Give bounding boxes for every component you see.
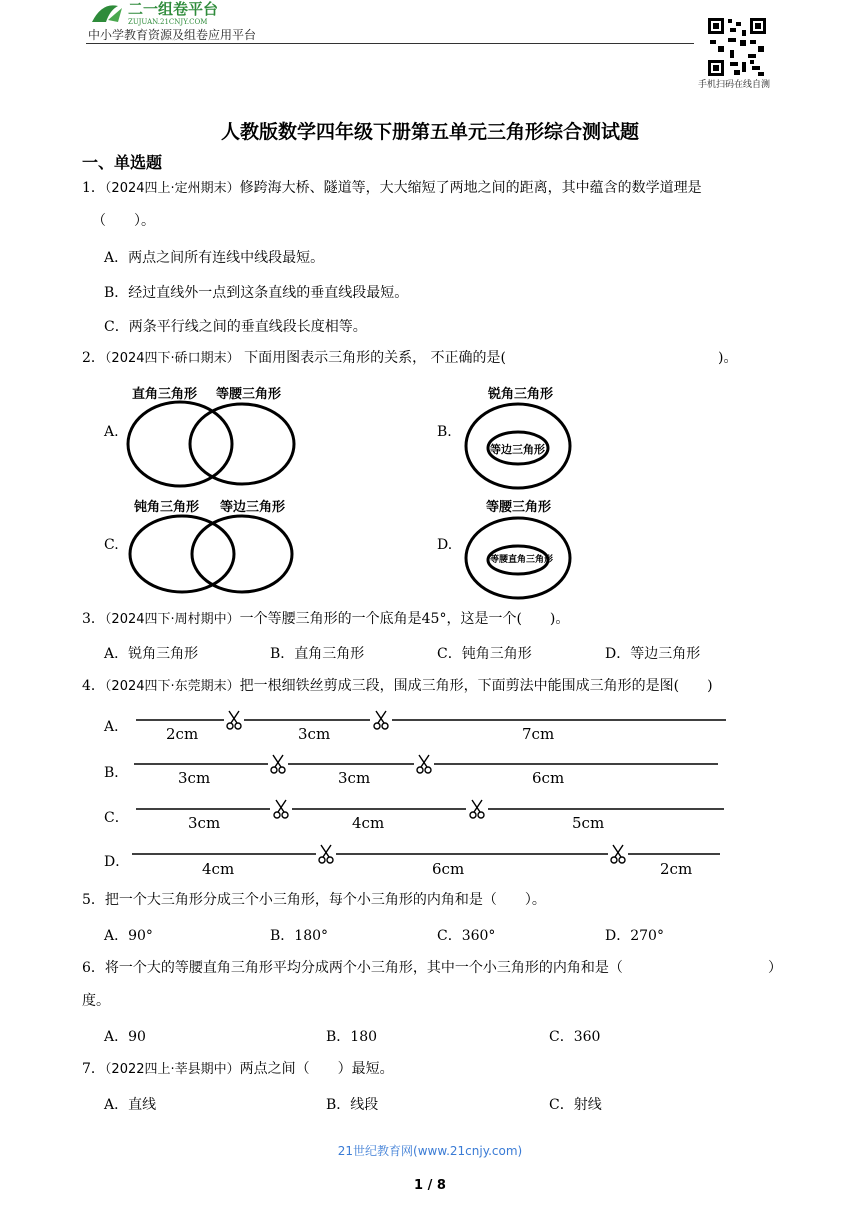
wire-diagram-b[interactable] [130, 750, 730, 790]
question-6-cont: 度。 [82, 993, 110, 1009]
q6-option-b[interactable]: B．180 [326, 1029, 378, 1045]
scissors-icon [271, 755, 285, 773]
qr-caption: 手机扫码在线自测 [698, 80, 771, 90]
question-2-end: )。 [718, 350, 738, 366]
segment-label: 3cm [178, 769, 211, 787]
q1-option-a[interactable]: A．两点之间所有连线中线段最短。 [104, 250, 325, 266]
q6-option-c[interactable]: C．360 [549, 1029, 601, 1045]
venn-a-label-left: 直角三角形 [132, 387, 198, 402]
question-number: 5． [82, 892, 105, 908]
question-source: （2022四上·莘县期中） [104, 1062, 240, 1077]
question-text: 将一个大的等腰直角三角形平均分成两个小三角形，其中一个小三角形的内角和是（ [104, 960, 623, 976]
section-heading: 一、单选题 [82, 153, 163, 172]
question-number: 2． [82, 350, 105, 366]
venn-diagram-c[interactable] [124, 512, 300, 596]
q4-option-b-letter[interactable]: B． [104, 765, 129, 781]
q3-option-a[interactable]: A．锐角三角形 [104, 646, 199, 662]
q2-option-b-letter[interactable]: B. [437, 424, 452, 440]
platform-logo [88, 0, 278, 26]
scissors-icon [417, 755, 431, 773]
header-subtitle: 中小学教育资源及组卷应用平台 [88, 28, 257, 42]
venn-d-label-outer: 等腰三角形 [486, 500, 552, 515]
venn-diagram-a[interactable] [124, 398, 304, 490]
question-6-end: ） [768, 960, 782, 976]
question-text: 一个等腰三角形的一个底角是45°，这是一个( )。 [239, 611, 570, 627]
question-4 [82, 677, 713, 696]
segment-label: 7cm [522, 725, 555, 743]
question-1-cont: （ ）。 [92, 213, 155, 229]
q3-option-b[interactable]: B．直角三角形 [270, 646, 365, 662]
q6-option-a[interactable]: A．90 [104, 1029, 146, 1045]
question-source: （2024四上·定州期末） [104, 181, 240, 196]
question-text: 把一个大三角形分成三个小三角形，每个小三角形的内角和是（ ）。 [104, 892, 546, 908]
wire-diagram-a[interactable] [130, 706, 730, 746]
q5-option-c[interactable]: C．360° [437, 928, 496, 944]
venn-c-label-right: 等边三角形 [220, 500, 286, 515]
page-title: 人教版数学四年级下册第五单元三角形综合测试题 [220, 121, 639, 143]
wire-diagram-c[interactable] [130, 795, 730, 837]
question-number: 1． [82, 180, 105, 196]
venn-a-label-right: 等腰三角形 [216, 387, 282, 402]
q2-option-d-letter[interactable]: D. [437, 537, 453, 553]
footer-link[interactable]: 21世纪教育网(www.21cnjy.com) [337, 1144, 523, 1158]
q7-option-a[interactable]: A．直线 [104, 1097, 157, 1113]
segment-label: 6cm [532, 769, 565, 787]
scissors-icon [374, 711, 388, 729]
scissors-icon [470, 800, 484, 818]
q5-option-a[interactable]: A．90° [104, 928, 153, 944]
question-1 [82, 179, 702, 198]
question-number: 6． [82, 960, 105, 976]
wire-diagram-d[interactable] [130, 840, 730, 882]
question-text: 修跨海大桥、隧道等，大大缩短了两地之间的距离，其中蕴含的数学道理是 [239, 180, 702, 196]
question-source: （2024四下·东莞期末） [104, 679, 240, 694]
q1-option-b[interactable]: B．经过直线外一点到这条直线的垂直线段最短。 [104, 285, 409, 301]
page-number: 1 / 8 [414, 1178, 446, 1193]
q5-option-b[interactable]: B．180° [270, 928, 329, 944]
question-6 [82, 959, 623, 977]
venn-c-label-left: 钝角三角形 [134, 500, 200, 515]
q7-option-c[interactable]: C．射线 [549, 1097, 602, 1113]
segment-label: 6cm [432, 860, 465, 878]
segment-label: 3cm [298, 725, 331, 743]
question-3 [82, 610, 569, 629]
question-number: 3． [82, 611, 105, 627]
segment-label: 2cm [660, 860, 693, 878]
scissors-icon [319, 845, 333, 863]
question-text: 把一根细铁丝剪成三段，围成三角形，下面剪法中能围成三角形的是图( ) [239, 678, 713, 694]
logo-sub: ZUJUAN.21CNJY.COM [128, 18, 208, 26]
venn-b-label-outer: 锐角三角形 [488, 387, 554, 402]
q4-option-a-letter[interactable]: A． [104, 719, 129, 735]
q3-option-c[interactable]: C．钝角三角形 [437, 646, 532, 662]
question-text: 下面用图表示三角形的关系， 不正确的是( [239, 350, 507, 366]
q3-option-d[interactable]: D．等边三角形 [605, 646, 701, 662]
segment-label: 3cm [188, 814, 221, 832]
q4-option-d-letter[interactable]: D． [104, 854, 130, 870]
question-2 [82, 349, 506, 368]
header-rule [86, 43, 694, 44]
segment-label: 4cm [202, 860, 235, 878]
q5-option-d[interactable]: D．270° [605, 928, 664, 944]
question-text: 两点之间（ ）最短。 [239, 1061, 394, 1077]
scissors-icon [274, 800, 288, 818]
segment-label: 5cm [572, 814, 605, 832]
question-5 [82, 891, 546, 909]
question-number: 7． [82, 1061, 105, 1077]
scissors-icon [227, 711, 241, 729]
question-7 [82, 1060, 394, 1079]
q2-option-c-letter[interactable]: C. [104, 537, 119, 553]
q7-option-b[interactable]: B．线段 [326, 1097, 379, 1113]
q1-option-c[interactable]: C．两条平行线之间的垂直线段长度相等。 [104, 319, 367, 335]
question-source: （2024四下·周村期中） [104, 612, 240, 627]
venn-b-label-inner: 等边三角形 [490, 443, 545, 456]
logo-text: 二一组卷平台 [128, 0, 219, 18]
segment-label: 2cm [166, 725, 199, 743]
q4-option-c-letter[interactable]: C． [104, 810, 129, 826]
segment-label: 4cm [352, 814, 385, 832]
qr-code-icon[interactable] [706, 16, 768, 78]
scissors-icon [611, 845, 625, 863]
q2-option-a-letter[interactable]: A. [104, 424, 119, 440]
segment-label: 3cm [338, 769, 371, 787]
venn-d-label-inner: 等腰直角三角形 [490, 555, 554, 565]
question-number: 4． [82, 678, 105, 694]
question-source: （2024四下·硚口期末） [104, 351, 240, 366]
